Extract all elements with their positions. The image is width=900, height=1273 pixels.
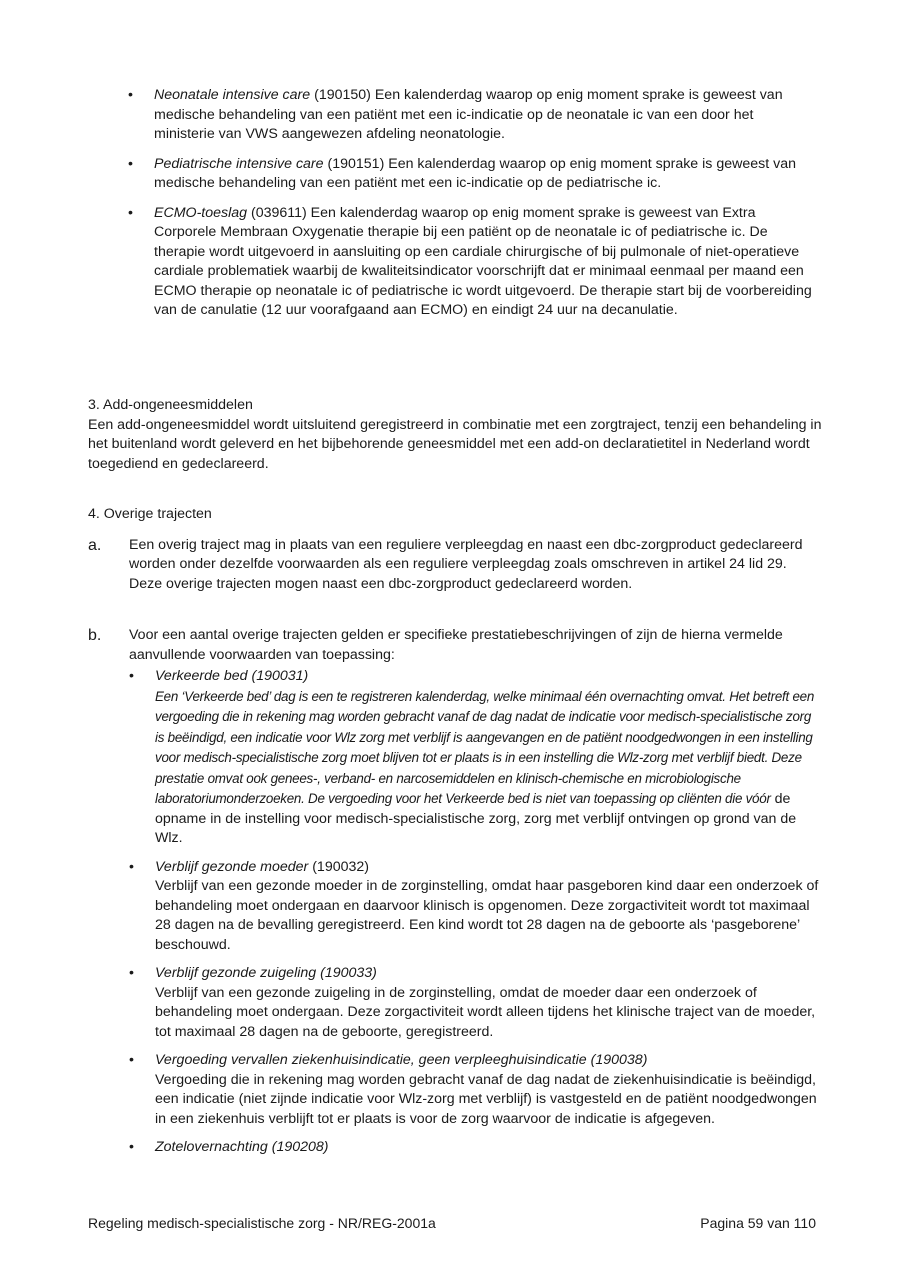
subsection-marker: a. (88, 536, 102, 554)
item-title: Verblijf gezonde moeder (155, 858, 309, 875)
list-item (129, 858, 819, 956)
item-text: (190150) Een kalenderdag waarop op enig moment sprake is geweest van medische behandeling van een patiënt met een ic-indicatie op de neonatale ic van een door het ministerie van VWS aangewezen afdeling neonatologie. (154, 87, 783, 142)
section-add-ongeneesmiddelen (88, 396, 828, 474)
item-body: Verblijf van een gezonde zuigeling in de zorginstelling, omdat de moeder daar een onderzoek of behandeling moet ondergaan. Deze zorgactiviteit wordt alleen tijdens het klinische traject van de moeder, tot maximaal 28 dagen na de geboorte, geregistreerd. (155, 984, 816, 1040)
subsection-text: Voor een aantal overige trajecten gelden er specifieke prestatiebeschrijvingen of zijn de hierna vermelde aanvullende voorwaarden van toepassing: (129, 627, 783, 663)
subsection-b (88, 626, 819, 1158)
bullet-icon: • (129, 965, 134, 981)
item-title: Verkeerde bed (190031) (155, 668, 309, 684)
list-item (129, 1051, 819, 1129)
term: Neonatale intensive care (154, 87, 311, 103)
page-number: Pagina 59 van 110 (700, 1215, 816, 1231)
item-code: (190033) (316, 965, 377, 981)
section-overige-trajecten (88, 505, 828, 1167)
subsection-a (88, 536, 819, 595)
item-code: (190208) (267, 1139, 329, 1155)
footer-document-title: Regeling medisch-specialistische zorg - NR/REG-2001a (88, 1215, 436, 1231)
term: Pediatrische intensive care (154, 155, 324, 172)
item-code: (190038) (586, 1052, 648, 1068)
ic-bullet-list (128, 86, 818, 331)
item-text: (039611) Een kalenderdag waarop op enig moment sprake is geweest van Extra Corporele Membraan Oxygenatie therapie bij een patiënt op de neonatale ic of pediatrische ic. De therapie wordt uitgevoerd in aansluiting op een cardiale chirurgische of bij pulmonale of niet-operatieve cardiale problematiek waarbij de kwaliteitsindicator voorschrijft dat er minimaal eenmaal per maand een ECMO therapie op neonatale ic of pediatrische ic wordt uitgevoerd. De therapie start bij de voorbereiding van de canulatie (12 uur voorafgaand aan ECMO) en eindigt 24 uur na decanulatie. (154, 204, 812, 318)
subsection-text: Een overig traject mag in plaats van een reguliere verpleegdag en naast een dbc-zorgproduct gedeclareerd worden onder dezelfde voorwaarden als een reguliere verpleegdag zoals omschreven in artikel 24 lid 29. Deze overige trajecten mogen naast een dbc-zorgproduct gedeclareerd worden. (129, 536, 803, 592)
item-body-italic: Een ‘Verkeerde bed’ dag is een te registreren kalenderdag, welke minimaal één overnachting omvat. Het betreft een vergoeding die in rekening mag worden gebracht vanaf de dag nadat de indicatie voor medisch-specialistische zorg is beëindigd, een indicatie voor Wlz zorg met verblijf is aangevangen en de patiënt noodgedwongen in een instelling voor medisch-specialistische zorg moet blijven tot er plaats is in een instelling die Wlz-zorg met verblijf biedt. Deze prestatie omvat ook genees-, verband- en narcosemiddelen en klinisch-chemische en microbiologische laboratoriumonderzoeken. De vergoeding voor het Verkeerde bed is niet van toepassing op cliënten die vóór (155, 688, 815, 806)
list-item (128, 155, 818, 194)
list-item (129, 1138, 819, 1158)
bullet-icon: • (129, 668, 134, 684)
item-body: Verblijf van een gezonde moeder in de zorginstelling, omdat haar pasgeboren kind daar een onderzoek of behandeling moet ondergaan en daarvoor klinisch is opgenomen. Deze zorgactiviteit wordt tot maximaal 28 dagen na de bevalling geregistreerd. Een kind wordt tot 28 dagen na de geboorte als ‘pasgeborene’ beschouwd. (155, 878, 819, 953)
section-heading: 4. Overige trajecten (88, 506, 212, 522)
bullet-icon: • (129, 1139, 134, 1155)
item-body: Vergoeding die in rekening mag worden gebracht vanaf de dag nadat de ziekenhuisindicatie is beëindigd, een indicatie (niet zijnde indicatie voor Wlz-zorg met verblijf) is vastgesteld en de patiënt noodgedwongen in een ziekenhuis verblijft tot er plaats is voor de zorg waarvoor de indicatie is afgegeven. (155, 1071, 817, 1127)
list-item (129, 964, 819, 1042)
term: toeslag (201, 204, 248, 221)
page-footer (88, 1214, 816, 1234)
item-title: Zotelovernachting (155, 1139, 268, 1155)
list-item (128, 86, 818, 145)
overige-trajecten-list (129, 667, 819, 1158)
list-item (128, 204, 818, 321)
section-body: Een add-ongeneesmiddel wordt uitsluitend geregistreerd in combinatie met een zorgtraject, tenzij een behandeling in het buitenland wordt geleverd en het bijbehorende geneesmiddel met een add-on declaratietitel in Nederland wordt toegediend en gedeclareerd. (88, 416, 822, 472)
bullet-icon: • (128, 87, 133, 103)
section-heading: 3. Add-ongeneesmiddelen (88, 397, 253, 413)
bullet-icon: • (128, 204, 133, 221)
item-title: Verblijf gezonde zuigeling (155, 965, 317, 981)
item-text: (190151) Een kalenderdag waarop op enig moment sprake is geweest van medische behandeling van een patiënt met een ic-indicatie op de pediatrische ic. (154, 155, 796, 191)
item-body: de opname in de instelling voor medisch-specialistische zorg, zorg met verblijf ontvingen op grond van de Wlz. (155, 791, 797, 846)
list-item (129, 667, 819, 849)
subsection-marker: b. (88, 627, 102, 644)
term-prefix: ECMO- (154, 204, 202, 221)
bullet-icon: • (129, 1052, 134, 1068)
bullet-icon: • (129, 858, 134, 875)
bullet-icon: • (128, 155, 133, 172)
item-title: Vergoeding vervallen ziekenhuisindicatie, geen verpleeghuisindicatie (155, 1052, 587, 1068)
item-code: (190032) (308, 858, 369, 875)
